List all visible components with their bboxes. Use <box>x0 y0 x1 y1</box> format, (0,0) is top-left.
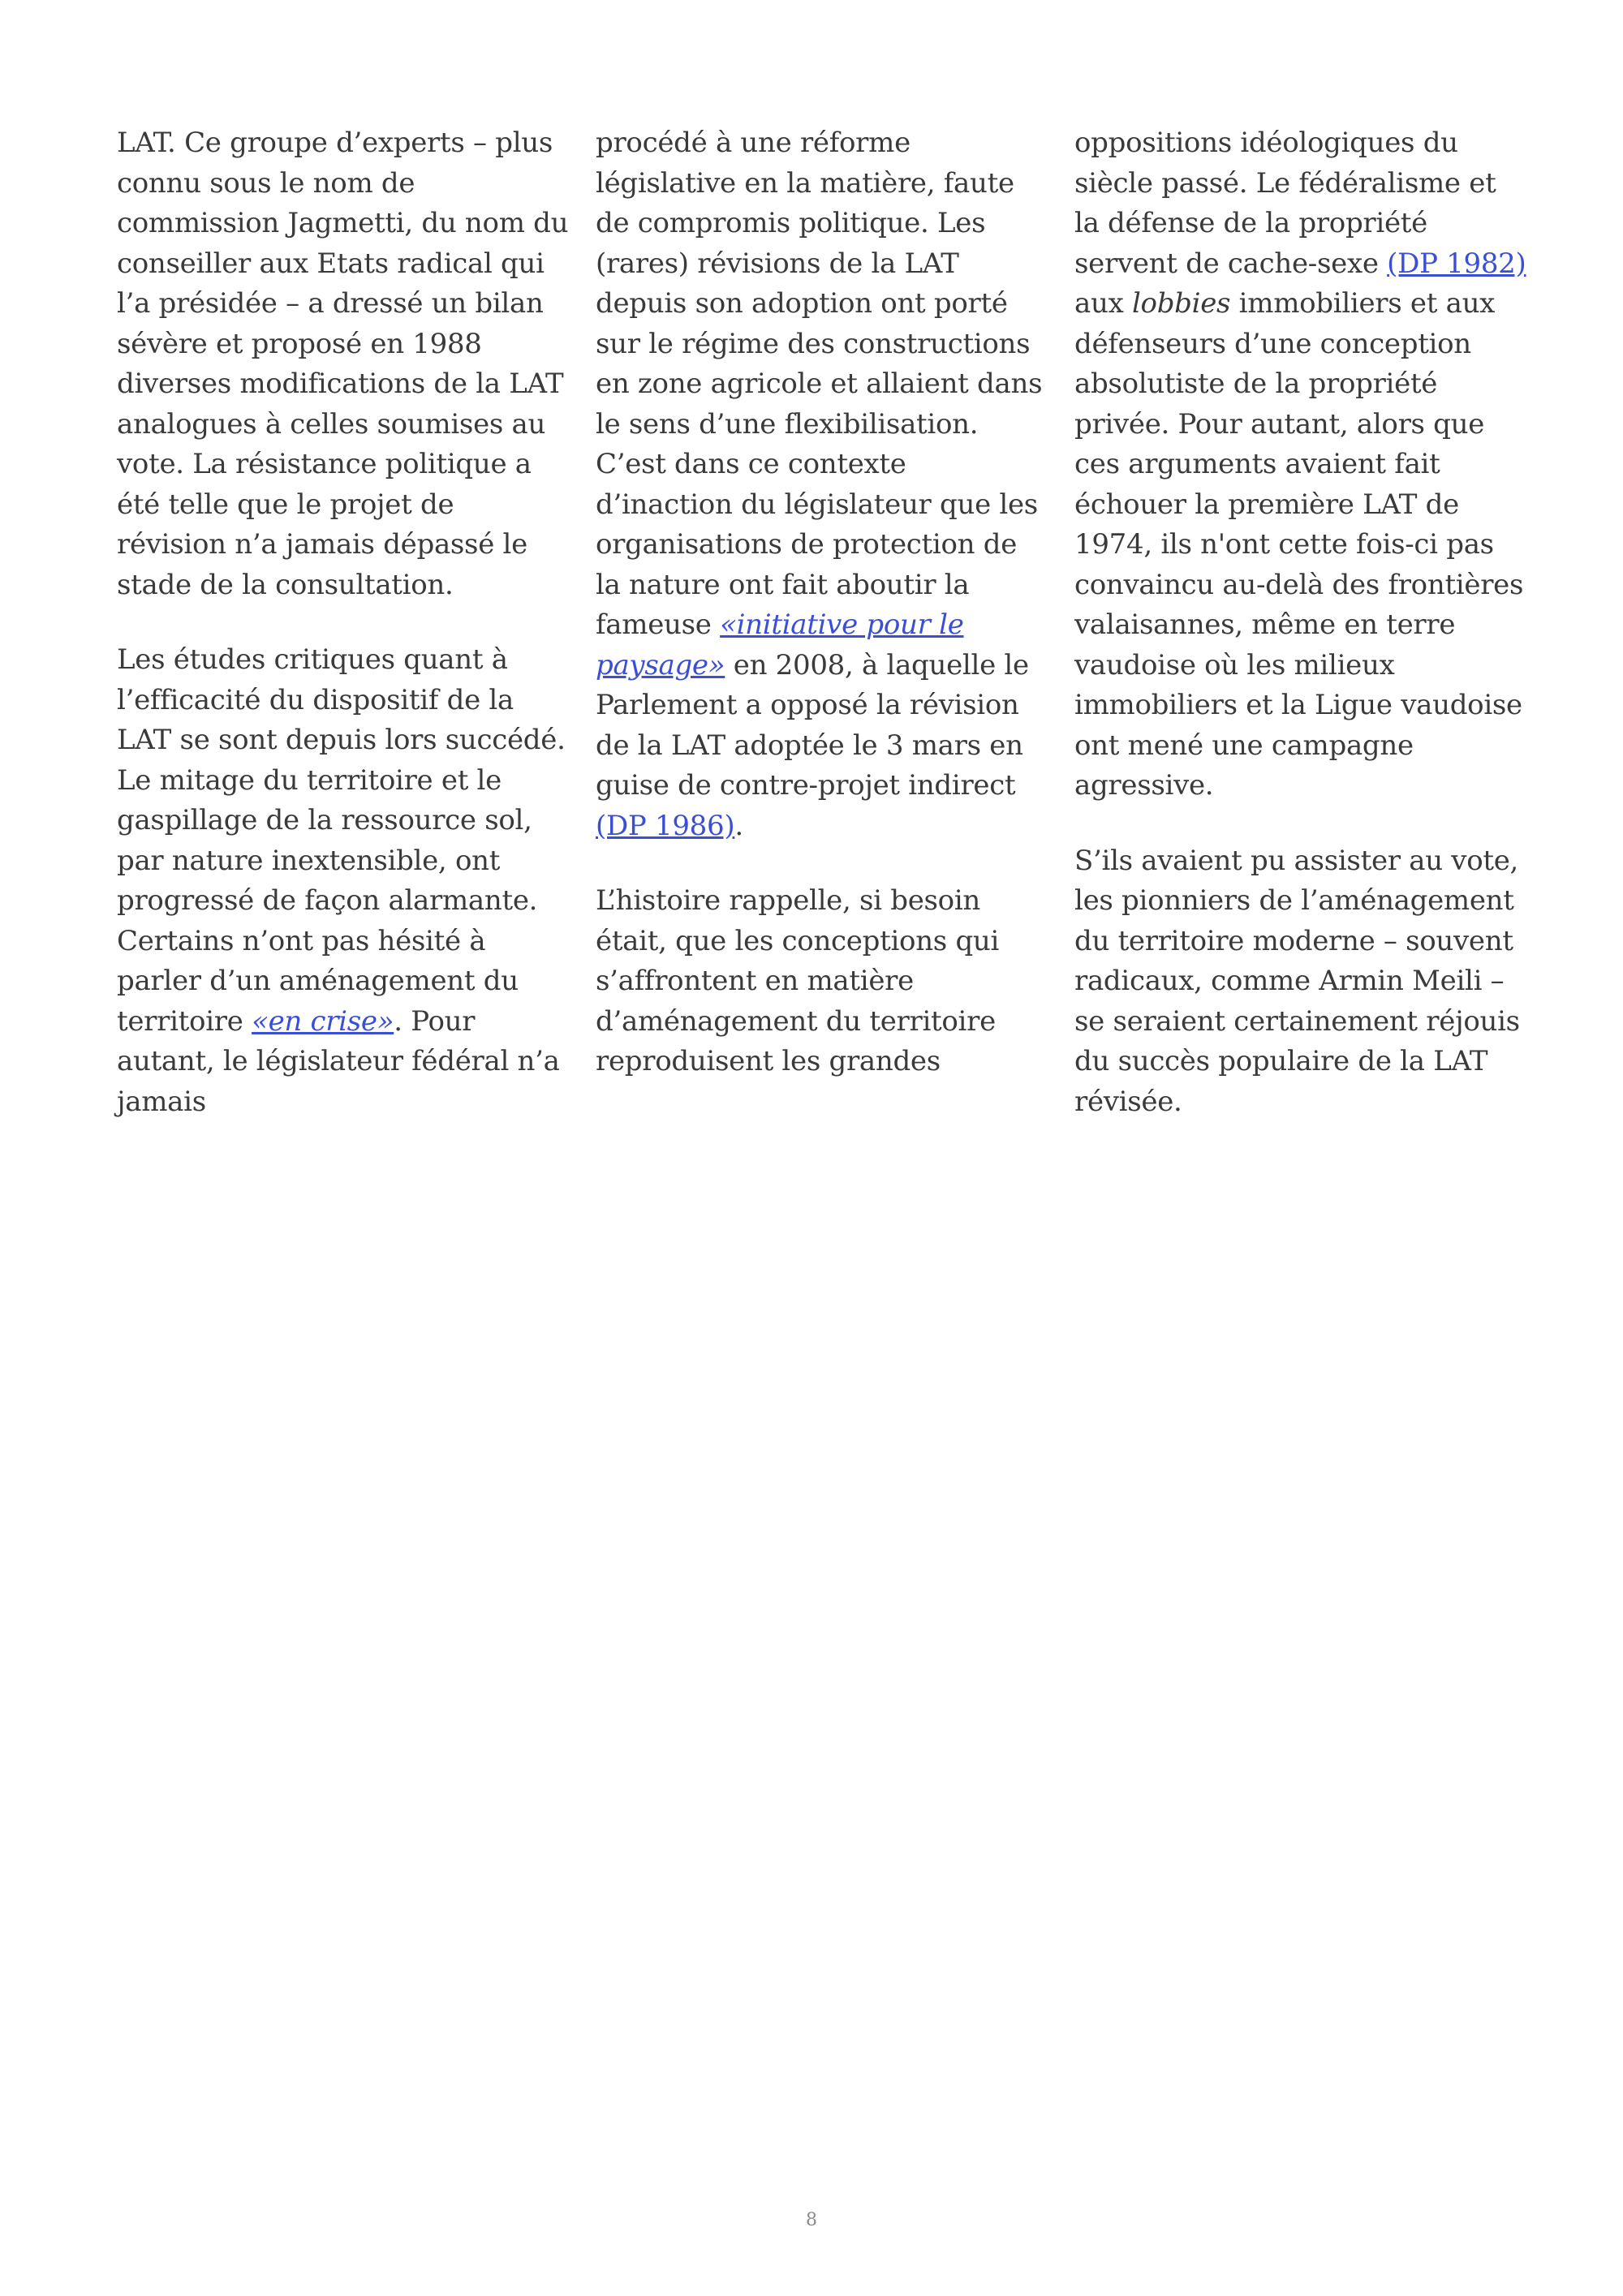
paragraph <box>596 123 1050 846</box>
paragraph-text: Les études critiques quant à l’efficacité du dispositif de la LAT se sont depuis lors succédé. Le mitage du territoire et le gaspillage de la ressource sol, par nature inextensible, ont progressé de façon alarmante. Certains n’ont pas hésité à parler d’un aménagement du territoire <box>117 643 566 1038</box>
link-dp-1982[interactable]: (DP 1982) <box>1387 247 1526 280</box>
paragraph-text: . Pour autant, le législateur fédéral n’a jamais <box>117 1004 560 1118</box>
paragraph-text: LAT. Ce groupe d’experts – plus connu sous le nom de commission Jagmetti, du nom du conseiller aux Etats radical qui l’a présidée – a dressé un bilan sévère et proposé en 1988 diverses modifications de la LAT analogues à celles soumises au vote. La résistance politique a été telle que le projet de révision n’a jamais dépassé le stade de la consultation. <box>117 127 569 601</box>
emphasis-lobbies: lobbies <box>1131 287 1231 320</box>
paragraph <box>596 881 1050 1082</box>
link-en-crise[interactable]: «en crise» <box>252 1004 394 1038</box>
paragraph <box>117 123 571 605</box>
paragraph-text: oppositions idéologiques du siècle passé. Le fédéralisme et la défense de la propriété servent de cache-sexe <box>1074 127 1496 280</box>
paragraph-text: . <box>734 809 743 842</box>
paragraph-text: aux <box>1074 287 1132 320</box>
paragraph <box>1074 123 1529 806</box>
paragraph-text: procédé à une réforme législative en la matière, faute de compromis politique. Les (rares) révisions de la LAT depuis son adoption ont porté sur le régime des constructions en zone agricole et allaient dans le sens d’une flexibilisation. C’est dans ce contexte d’inaction du législateur que les organisations de protection de la nature ont fait aboutir la fameuse <box>596 127 1043 641</box>
paragraph-text: immobiliers et aux défenseurs d’une conception absolutiste de la propriété privée. Pour autant, alors que ces arguments avaient fait échouer la première LAT de 1974, ils n'ont cette fois-ci pas convaincu au-delà des frontières valaisannes, même en terre vaudoise où les milieux immobiliers et la Ligue vaudoise ont mené une campagne agressive. <box>1074 287 1524 802</box>
paragraph-text: S’ils avaient pu assister au vote, les pionniers de l’aménagement du territoire moderne – souvent radicaux, comme Armin Meili – se seraient certainement réjouis du succès populaire de la LAT révisée. <box>1074 844 1520 1118</box>
text-column-2 <box>596 123 1050 1117</box>
paragraph-text: en 2008, à laquelle le Parlement a opposé la révision de la LAT adoptée le 3 mars en guise de contre-projet indirect <box>596 648 1029 802</box>
text-column-3 <box>1074 123 1529 1157</box>
paragraph <box>1074 841 1529 1123</box>
paragraph <box>117 640 571 1122</box>
paragraph-text: L’histoire rappelle, si besoin était, que les conceptions qui s’affrontent en matière d’aménagement du territoire reproduisent les grandes <box>596 884 1000 1077</box>
link-dp-1986[interactable]: (DP 1986) <box>596 809 735 842</box>
page-number: 8 <box>806 2210 817 2230</box>
text-column-1 <box>117 123 571 1157</box>
link-initiative-paysage[interactable]: «initiative pour le paysage» <box>596 608 964 681</box>
